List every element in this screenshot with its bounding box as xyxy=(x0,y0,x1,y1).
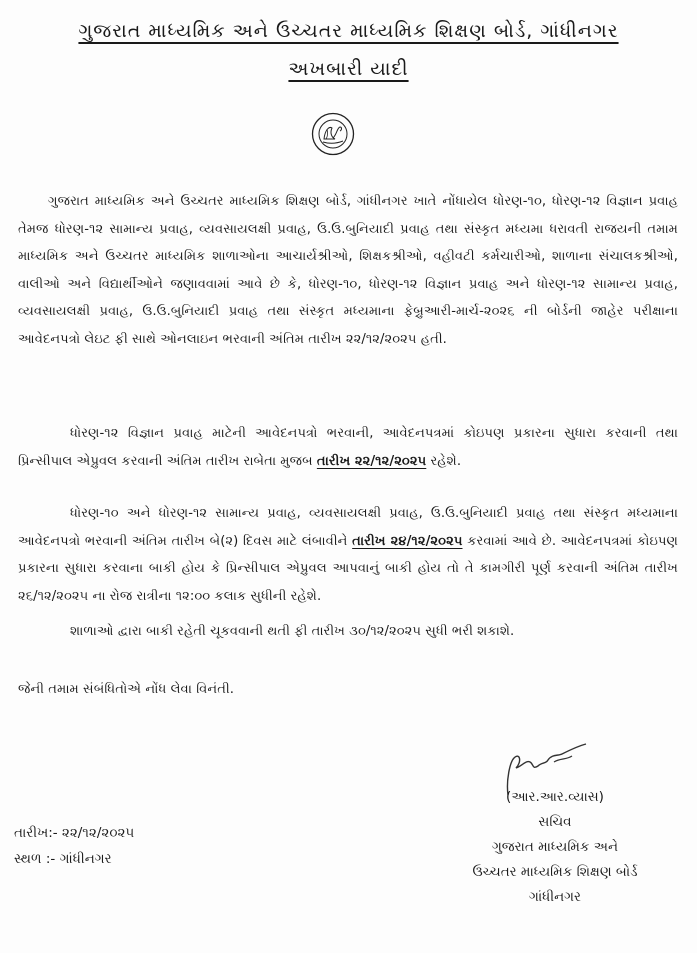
paragraph-science-stream xyxy=(18,420,678,475)
deadline-science-highlight: તારીખ ૨૨/૧૨/૨૦૨૫ xyxy=(316,453,427,469)
paragraph-extension xyxy=(18,500,678,610)
board-emblem-logo-icon xyxy=(311,112,355,156)
signatory-name: (આર.આર.વ્યાસ) xyxy=(506,789,604,805)
para3-text: ધોરણ-૧૦ અને ધોરણ-૧૨ સામાન્ય પ્રવાહ, વ્યવસાયલક્ષી પ્રવાહ, ઉ.ઉ.બુનિયાદી પ્રવાહ તથા સંસ્કૃત મધ્યમાના આવેદનપત્રો ભરવાની અંતિમ તારીખ બે(૨) દિવસ માટે લંબાવીને xyxy=(18,506,678,549)
date-line: તારીખ:- ૨૨/૧૨/૨૦૨૫ xyxy=(14,825,135,841)
place-line: સ્થળ :- ગાંધીનગર xyxy=(14,851,112,867)
deadline-extension-highlight: તારીખ ૨૪/૧૨/૨૦૨૫ xyxy=(352,533,463,549)
para2-suffix: રહેશે. xyxy=(426,453,462,469)
signatory-title: સચિવ xyxy=(538,814,572,830)
org-line-3: ગાંધીનગર xyxy=(528,889,581,905)
para2-text: ધોરણ-૧૨ વિજ્ઞાન પ્રવાહ માટેની આવેદનપત્રો ભરવાની, આવેદનપત્રમાં કોઇપણ પ્રકારના સુધારા કરવાની તથા પ્રિન્સીપાલ એપ્રુવલ કરવાની અંતિમ તારીખ રાબેતા મુજબ xyxy=(18,426,678,469)
org-line-1: ગુજરાત માધ્યમિક અને xyxy=(491,839,619,855)
paragraph-request: જેની તમામ સંબંધિતોએ નોંધ લેવા વિનંતી. xyxy=(18,682,234,697)
press-release-heading xyxy=(0,58,697,80)
org-line-2: ઉચ્ચતર માધ્યમિક શિક્ષણ બોર્ડ xyxy=(472,864,638,880)
signatory-block xyxy=(440,785,670,910)
paragraph-fee: શાળાઓ દ્વારા બાકી રહેતી ચૂકવવાની થતી ફી તારીખ ૩૦/૧૨/૨૦૨૫ સુધી ભરી શકાશે. xyxy=(70,624,515,639)
date-place-block xyxy=(14,820,134,872)
press-release-heading-text: અખબારી યાદી xyxy=(288,58,409,80)
paragraph-intro: ગુજરાત માધ્યમિક અને ઉચ્ચતર માધ્યમિક શિક્ષણ બોર્ડ, ગાંધીનગર ખાતે નોંધાયેલ ધોરણ-૧૦, ધોરણ-૧૨ વિજ્ઞાન પ્રવાહ તેમજ ધોરણ-૧૨ સામાન્ય પ્રવાહ, વ્યવસાયલક્ષી પ્રવાહ, ઉ.ઉ.બુનિયાદી પ્રવાહ તથા સંસ્કૃત મધ્યમા ધરાવતી રાજયની તમામ માધ્યમિક અને ઉચ્ચતર માધ્યમિક શાળાઓના આચાર્યશ્રીઓ, શિક્ષકશ્રીઓ, વહીવટી કર્મચારીઓ, શાળાના સંચાલકશ્રીઓ, વાલીઓ અને વિદ્યાર્થીઓને જણાવવામાં આવે છે કે, ધોરણ-૧૦, ધોરણ-૧૨ વિજ્ઞાન પ્રવાહ અને ધોરણ-૧૨ સામાન્ય પ્રવાહ, વ્યવસાયલક્ષી પ્રવાહ, ઉ.ઉ.બુનિયાદી પ્રવાહ તથા સંસ્કૃત મધ્યમાના ફેબ્રુઆરી-માર્ચ-૨૦૨૬ ની બોર્ડની જાહેર પરીક્ષાના આવેદનપત્રો લેઇટ ફી સાથે ઓનલાઇન ભરવાની અંતિમ તારીખ ૨૨/૧૨/૨૦૨૫ હતી. xyxy=(18,194,678,347)
board-title xyxy=(0,20,697,42)
board-title-text: ગુજરાત માધ્યમિક અને ઉચ્ચતર માધ્યમિક શિક્ષણ બોર્ડ, ગાંધીનગર xyxy=(78,20,619,42)
para3-suffix: કરવામાં આવે છે. આવેદનપત્રમાં કોઇપણ પ્રકારના સુધારા કરવાના બાકી હોય કે પ્રિન્સીપાલ એપ્રુવલ આપવાનું બાકી હોય તો તે કામગીરી પૂર્ણ કરવાની અંતિમ તારીખ ૨૬/૧૨/૨૦૨૫ ના રોજ રાત્રીના ૧૨:૦૦ કલાક સુધીની રહેશે. xyxy=(18,533,678,604)
